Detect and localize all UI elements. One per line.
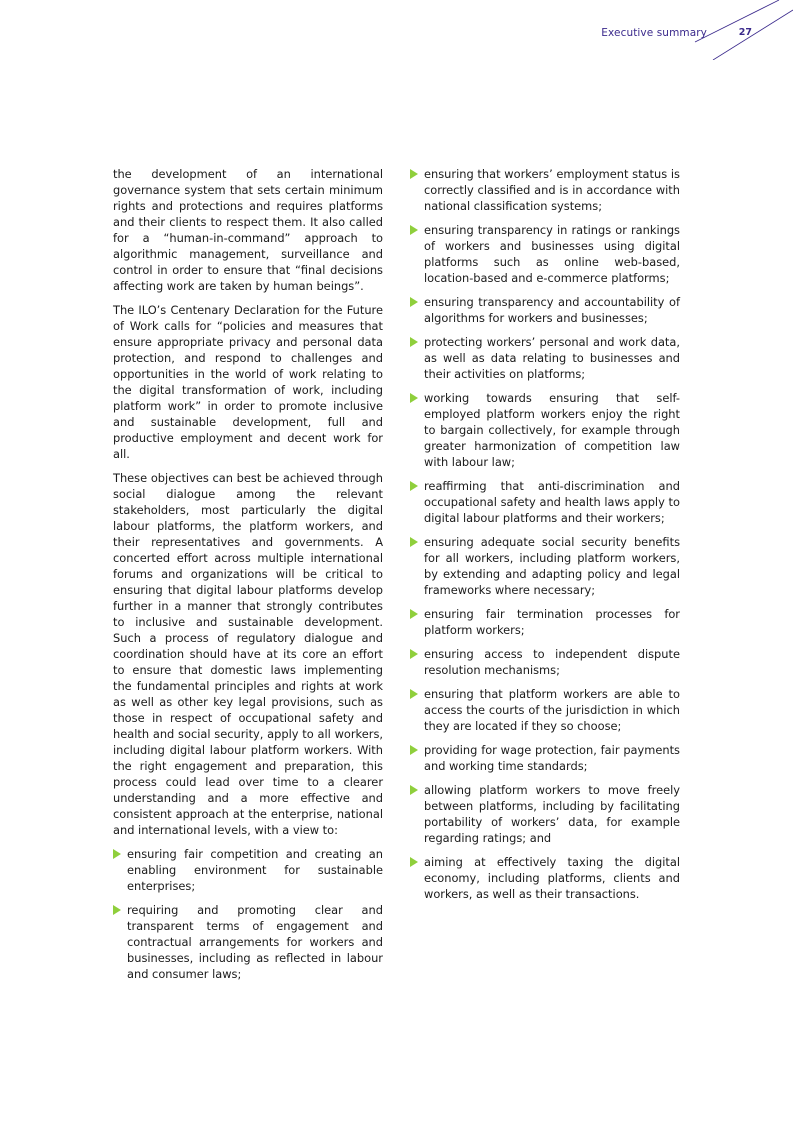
header-decoration bbox=[683, 0, 793, 60]
list-item-text: protecting workers’ personal and work data, as well as data relating to businesses and their activities on platforms; bbox=[424, 335, 680, 381]
list-item bbox=[410, 534, 680, 598]
triangle-bullet-icon bbox=[410, 745, 418, 755]
list-item bbox=[113, 846, 383, 894]
triangle-bullet-icon bbox=[410, 481, 418, 491]
list-item bbox=[410, 606, 680, 638]
paragraph: The ILO’s Centenary Declaration for the Future of Work calls for “policies and measures that ensure appropriate privacy and personal data protection, and respond to challenges and opportunities in the world of work relating to the digital transformation of work, including platform work” in order to promote inclusive and sustainable development, full and productive employment and decent work for all. bbox=[113, 303, 383, 461]
list-item-text: ensuring adequate social security benefits for all workers, including platform workers, by extending and adapting policy and legal frameworks where necessary; bbox=[424, 535, 680, 597]
list-item bbox=[113, 902, 383, 982]
list-item-text: ensuring transparency in ratings or rankings of workers and businesses using digital platforms such as online web-based, location-based and e-commerce platforms; bbox=[424, 223, 680, 285]
triangle-bullet-icon bbox=[410, 649, 418, 659]
triangle-bullet-icon bbox=[410, 297, 418, 307]
list-item bbox=[410, 854, 680, 902]
page-header bbox=[0, 24, 793, 54]
triangle-bullet-icon bbox=[410, 169, 418, 179]
list-item bbox=[410, 334, 680, 382]
triangle-bullet-icon bbox=[410, 225, 418, 235]
triangle-bullet-icon bbox=[410, 337, 418, 347]
list-item bbox=[410, 646, 680, 678]
right-column bbox=[410, 166, 680, 910]
triangle-bullet-icon bbox=[410, 609, 418, 619]
list-item bbox=[410, 478, 680, 526]
list-item-text: ensuring fair termination processes for platform workers; bbox=[424, 607, 680, 637]
triangle-bullet-icon bbox=[410, 785, 418, 795]
triangle-bullet-icon bbox=[410, 857, 418, 867]
list-item-text: ensuring that platform workers are able to access the courts of the jurisdiction in which they are located if they so choose; bbox=[424, 687, 680, 733]
list-item bbox=[410, 166, 680, 214]
bullet-list bbox=[410, 166, 680, 902]
list-item bbox=[410, 742, 680, 774]
list-item bbox=[410, 294, 680, 326]
list-item bbox=[410, 782, 680, 846]
triangle-bullet-icon bbox=[113, 849, 121, 859]
page-number: 27 bbox=[738, 27, 752, 38]
list-item bbox=[410, 686, 680, 734]
bullet-list bbox=[113, 846, 383, 982]
section-title: Executive summary bbox=[601, 27, 707, 39]
list-item-text: ensuring fair competition and creating an enabling environment for sustainable enterprises; bbox=[127, 847, 383, 893]
list-item-text: working towards ensuring that self-employed platform workers enjoy the right to bargain collectively, for example through greater harmonization of competition law with labour law; bbox=[424, 391, 680, 469]
left-column bbox=[113, 166, 383, 990]
list-item-text: ensuring transparency and accountability of algorithms for workers and businesses; bbox=[424, 295, 680, 325]
list-item-text: reaffirming that anti-discrimination and occupational safety and health laws apply to digital labour platforms and their workers; bbox=[424, 479, 680, 525]
triangle-bullet-icon bbox=[113, 905, 121, 915]
list-item-text: requiring and promoting clear and transparent terms of engagement and contractual arrangements for workers and businesses, including as reflected in labour and consumer laws; bbox=[127, 903, 383, 981]
list-item bbox=[410, 390, 680, 470]
list-item-text: allowing platform workers to move freely between platforms, including by facilitating portability of workers’ data, for example regarding ratings; and bbox=[424, 783, 680, 845]
triangle-bullet-icon bbox=[410, 689, 418, 699]
list-item-text: ensuring access to independent dispute resolution mechanisms; bbox=[424, 647, 680, 677]
list-item-text: providing for wage protection, fair payments and working time standards; bbox=[424, 743, 680, 773]
paragraph: These objectives can best be achieved through social dialogue among the relevant stakeholders, most particularly the digital labour platforms, the platform workers, and their representatives and governments. A concerted effort across multiple international forums and organizations will be critical to ensuring that digital labour platforms develop further in a manner that strongly contributes to inclusive and sustainable development. Such a process of regulatory dialogue and coordination should have at its core an effort to ensure that domestic laws implementing the fundamental principles and rights at work as well as other key legal provisions, such as those in respect of occupational safety and health and social security, apply to all workers, including digital labour platform workers. With the right engagement and preparation, this process could lead over time to a clearer understanding and a more effective and consistent approach at the enterprise, national and international levels, with a view to: bbox=[113, 471, 383, 837]
list-item-text: ensuring that workers’ employment status is correctly classified and is in accordance with national classification systems; bbox=[424, 167, 680, 213]
triangle-bullet-icon bbox=[410, 537, 418, 547]
list-item-text: aiming at effectively taxing the digital economy, including platforms, clients and workers, as well as their transactions. bbox=[424, 855, 680, 901]
list-item bbox=[410, 222, 680, 286]
paragraph: the development of an international governance system that sets certain minimum rights and protections and requires platforms and their clients to respect them. It also called for a “human-in-command” approach to algorithmic management, surveillance and control in order to ensure that “final decisions affecting work are taken by human beings”. bbox=[113, 167, 383, 293]
triangle-bullet-icon bbox=[410, 393, 418, 403]
